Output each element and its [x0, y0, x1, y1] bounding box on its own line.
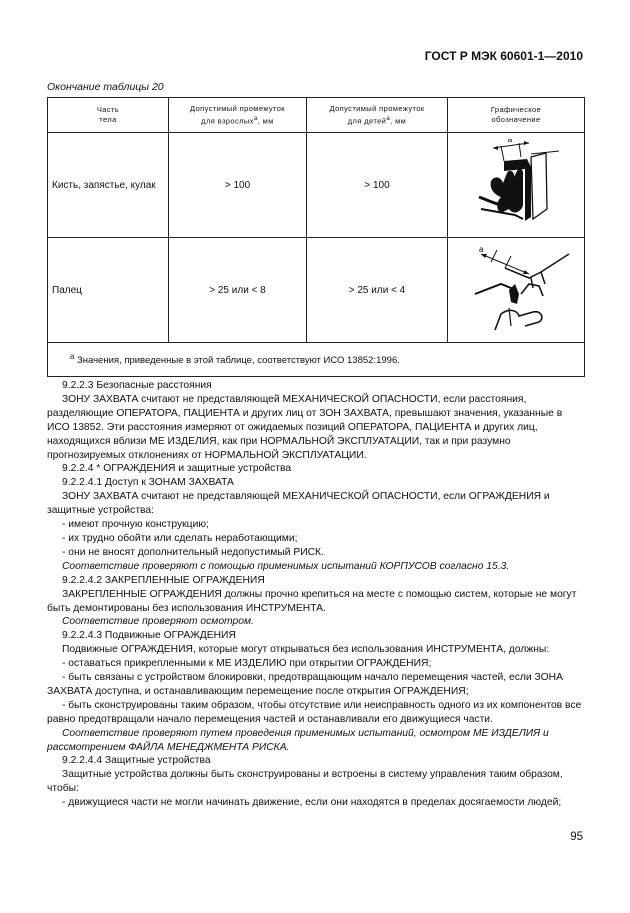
- paragraph: Соответствие проверяют путем проведения применимых испытаний, осмотром МЕ ИЗДЕЛИЯ и рассмотрением ФАЙЛА МЕНЕДЖМЕНТА РИСКА.: [47, 727, 549, 753]
- paragraph: - движущиеся части не могли начинать движение, если они находятся в пределах досягаемости людей;: [62, 797, 562, 809]
- table-caption: Окончание таблицы 20: [47, 81, 164, 93]
- table-20: [47, 97, 585, 377]
- paragraph: - быть связаны с устройством блокировки, предотвращающим начало перемещения частей, если ЗОНА ЗАХВАТА доступна, и останавливающим перемещение после открытия ОГРАЖДЕНИЯ;: [47, 672, 563, 697]
- column-header-part: Часть тела: [48, 98, 169, 133]
- table-row: [48, 238, 585, 343]
- table-footnote-row: [48, 343, 585, 377]
- paragraph: Соответствие проверяют осмотром.: [62, 616, 254, 628]
- paragraph: 9.2.2.4.1 Доступ к ЗОНАМ ЗАХВАТА: [62, 477, 234, 489]
- gap-label: a: [507, 139, 513, 144]
- table-row: [48, 133, 585, 238]
- body-part-cell: Кисть, запястье, кулак: [48, 133, 169, 238]
- adult-gap-cell: > 25 или < 8: [169, 238, 307, 343]
- paragraph: 9.2.2.3 Безопасные расстояния: [62, 380, 212, 391]
- paragraph: ЗОНУ ЗАХВАТА считают не представляющей МЕХАНИЧЕСКОЙ ОПАСНОСТИ, если ОГРАЖДЕНИЯ и защитные устройства:: [47, 491, 550, 517]
- paragraph: - их трудно обойти или сделать неработающими;: [62, 532, 298, 544]
- page-number: 95: [570, 831, 583, 843]
- table-header-row: [48, 98, 585, 133]
- paragraph: 9.2.2.4.3 Подвижные ОГРАЖДЕНИЯ: [62, 630, 236, 642]
- adult-gap-cell: > 100: [169, 133, 307, 238]
- finger-gap-icon: [461, 244, 571, 336]
- paragraph: - имеют прочную конструкцию;: [62, 519, 209, 531]
- child-gap-cell: > 100: [307, 133, 448, 238]
- child-gap-cell: > 25 или < 4: [307, 238, 448, 343]
- hand-gap-icon: [471, 139, 561, 231]
- graphic-cell: [448, 133, 585, 238]
- document-header: ГОСТ Р МЭК 60601-1—2010: [424, 49, 583, 63]
- paragraph: Подвижные ОГРАЖДЕНИЯ, которые могут открываться без использования ИНСТРУМЕНТА, должны:: [62, 644, 550, 656]
- paragraph: - оставаться прикрепленными к МЕ ИЗДЕЛИЮ при открытии ОГРАЖДЕНИЯ;: [62, 658, 432, 670]
- table-footnote: $^a$ Значения, приведенные в этой таблице, соответствуют ИСО 13852:1996.: [48, 343, 585, 377]
- paragraph: ЗАКРЕПЛЕННЫЕ ОГРАЖДЕНИЯ должны прочно крепиться на месте с помощью систем, которые не могут быть демонтированы без использования ИНСТРУМЕНТА.: [47, 588, 577, 614]
- paragraph: 9.2.2.4 * ОГРАЖДЕНИЯ и защитные устройства: [62, 463, 292, 475]
- paragraph: Защитные устройства должны быть сконструированы и встроены в систему управления таким образом, чтобы:: [47, 769, 563, 795]
- body-part-cell: Палец: [48, 238, 169, 343]
- column-header-child-gap: Допустимый промежуток для детей$^a$, мм: [307, 98, 448, 133]
- paragraph: 9.2.2.4.4 Защитные устройства: [62, 755, 211, 767]
- paragraph: - они не вносят дополнительный недопустимый РИСК.: [62, 546, 324, 558]
- graphic-cell: [448, 238, 585, 343]
- paragraph: Соответствие проверяют с помощью применимых испытаний КОРПУСОВ согласно 15.3.: [62, 560, 510, 572]
- gap-label: a: [479, 245, 484, 254]
- paragraph: ЗОНУ ЗАХВАТА считают не представляющей МЕХАНИЧЕСКОЙ ОПАСНОСТИ, если расстояния, разделяющие ОПЕРАТОРА, ПАЦИЕНТА и других лиц от ЗОН ЗАХВАТА, превышают значения, указанные в ИСО 13852. Эти расстояния измеряют от ожидаемых позиций ОПЕРАТОРА, ПАЦИЕНТА и других лиц, находящихся вблизи МЕ ИЗДЕЛИЯ, как при НОРМАЛЬНОЙ ЭКСПЛУАТАЦИИ, так и при разумно прогнозируемых отклонениях от НОРМАЛЬНОЙ ЭКСПЛУАТАЦИИ.: [47, 393, 563, 461]
- body-text: [47, 379, 584, 810]
- column-header-graphic: Графическое обозначение: [448, 98, 585, 133]
- column-header-adult-gap: Допустимый промежуток для взрослых$^a$, мм: [169, 98, 307, 133]
- paragraph: - быть сконструированы таким образом, чтобы отсутствие или неисправность одного из их компонентов все равно предотвращали начало перемещения частей и останавливали его движущиеся части.: [47, 699, 582, 725]
- paragraph: 9.2.2.4.2 ЗАКРЕПЛЕННЫЕ ОГРАЖДЕНИЯ: [62, 574, 265, 586]
